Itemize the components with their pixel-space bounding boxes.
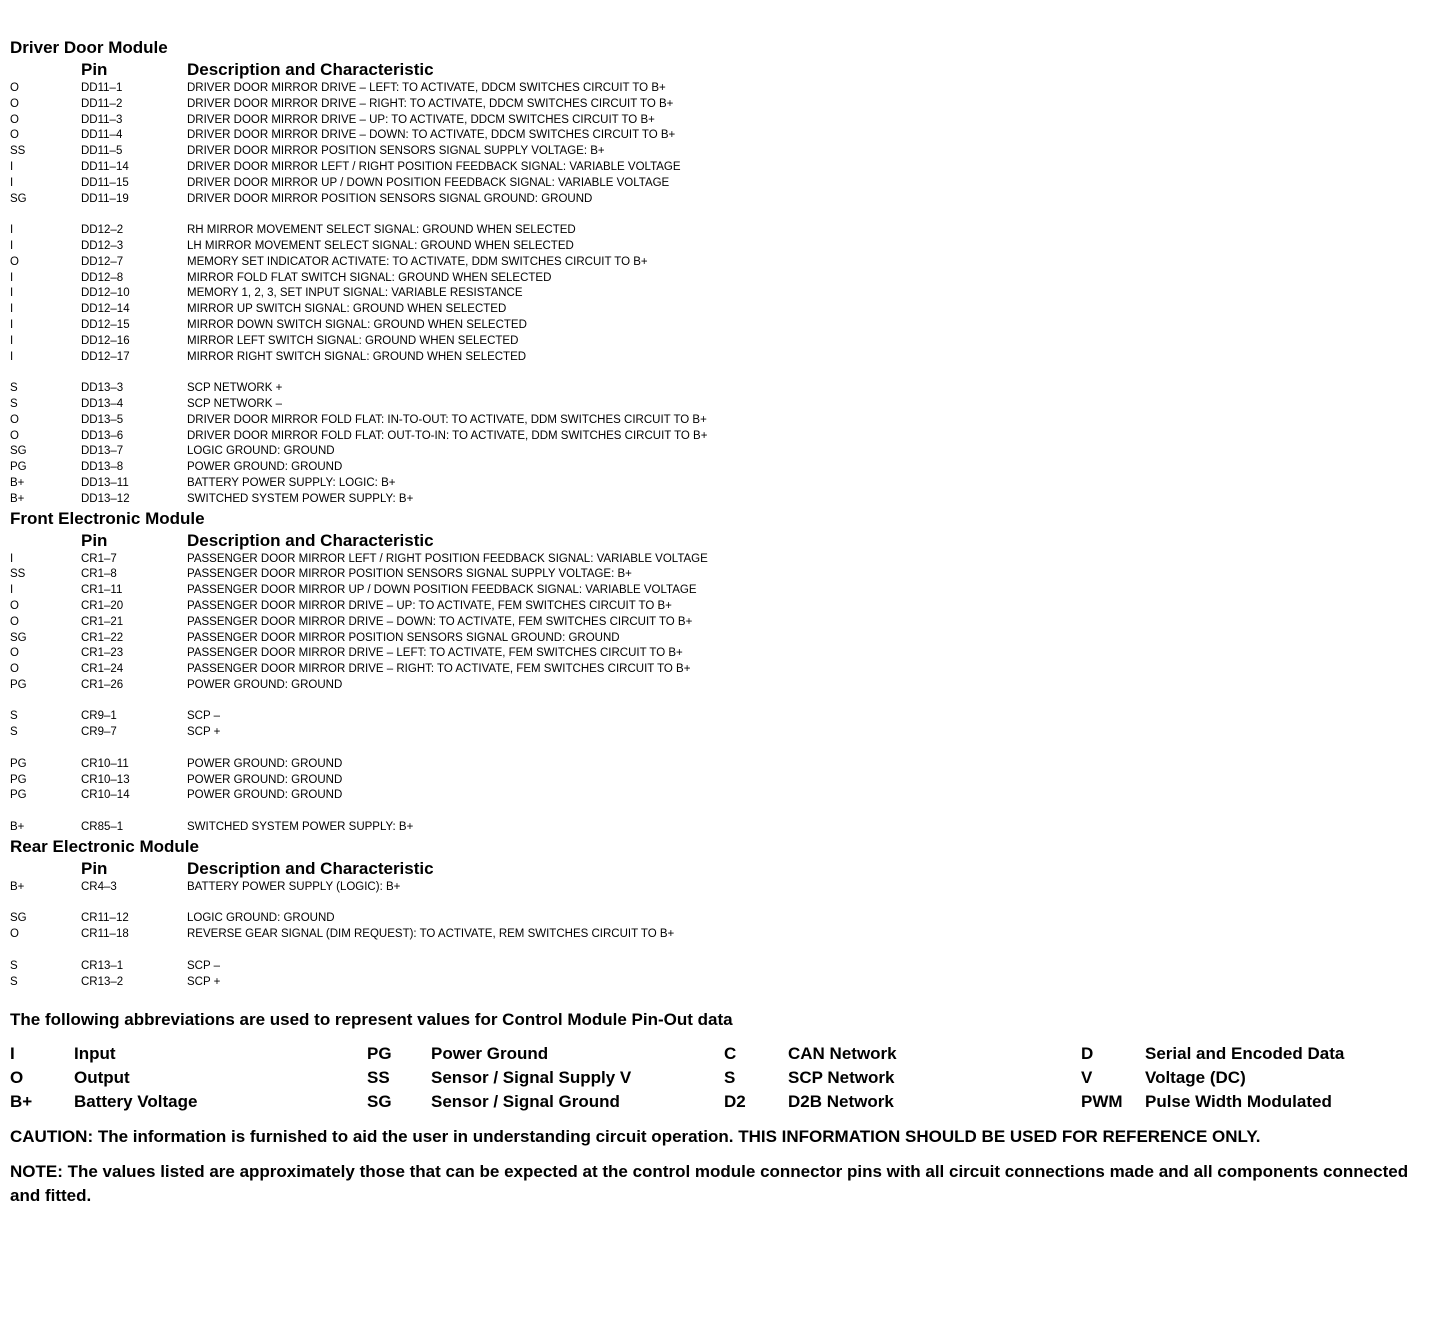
pin-description: SWITCHED SYSTEM POWER SUPPLY: B+ bbox=[187, 821, 414, 834]
pin-row bbox=[10, 144, 1446, 160]
pin-row bbox=[10, 429, 1446, 445]
pin-row bbox=[10, 773, 1446, 789]
pin-type: PG bbox=[10, 789, 27, 802]
pin-id: DD13–4 bbox=[81, 397, 124, 410]
pin-id: DD11–2 bbox=[81, 97, 123, 110]
pin-row bbox=[10, 318, 1446, 334]
pin-type: O bbox=[10, 615, 19, 628]
pin-row bbox=[10, 302, 1446, 318]
pin-column-header: Pin bbox=[81, 530, 108, 550]
pin-row bbox=[10, 662, 1446, 678]
pin-id: CR9–7 bbox=[81, 726, 117, 739]
pin-type: S bbox=[10, 397, 18, 410]
pin-description: DRIVER DOOR MIRROR FOLD FLAT: IN-TO-OUT: TO ACTIVATE, DDM SWITCHES CIRCUIT TO B+ bbox=[187, 413, 707, 426]
pin-id: DD12–7 bbox=[81, 255, 124, 268]
pin-id: DD12–15 bbox=[81, 318, 130, 331]
pin-description: LOGIC GROUND: GROUND bbox=[187, 912, 335, 925]
abbreviation-meaning: Sensor / Signal Supply V bbox=[431, 1068, 632, 1088]
pin-row bbox=[10, 460, 1446, 476]
note-text: NOTE: The values listed are approximately those that can be expected at the control module connector pins with all circuit connections made and all components connected and fitted. bbox=[10, 1162, 1409, 1206]
pin-id: DD13–8 bbox=[81, 461, 124, 474]
pin-description: POWER GROUND: GROUND bbox=[187, 789, 343, 802]
pin-row bbox=[10, 552, 1446, 568]
pin-type: I bbox=[10, 160, 14, 173]
abbreviation-meaning: Battery Voltage bbox=[74, 1092, 198, 1112]
pin-description: LH MIRROR MOVEMENT SELECT SIGNAL: GROUND WHEN SELECTED bbox=[187, 239, 574, 252]
pin-type: I bbox=[10, 239, 14, 252]
pin-description: DRIVER DOOR MIRROR DRIVE – RIGHT: TO ACTIVATE, DDCM SWITCHES CIRCUIT TO B+ bbox=[187, 97, 674, 110]
pin-row bbox=[10, 725, 1446, 741]
pin-id: CR1–21 bbox=[81, 615, 124, 628]
pin-type: S bbox=[10, 710, 18, 723]
pin-id: DD11–14 bbox=[81, 160, 129, 173]
pin-type: S bbox=[10, 726, 18, 739]
abbreviations-title: The following abbreviations are used to represent values for Control Module Pin-Out data bbox=[10, 1010, 733, 1030]
pin-description: PASSENGER DOOR MIRROR DRIVE – LEFT: TO ACTIVATE, FEM SWITCHES CIRCUIT TO B+ bbox=[187, 647, 683, 660]
pin-type: PG bbox=[10, 757, 27, 770]
pin-type: I bbox=[10, 287, 14, 300]
pin-type: I bbox=[10, 552, 14, 565]
group-spacer bbox=[10, 741, 1446, 757]
pin-type: O bbox=[10, 413, 19, 426]
pin-id: DD12–8 bbox=[81, 271, 124, 284]
pin-type: SS bbox=[10, 145, 26, 158]
pin-row bbox=[10, 959, 1446, 975]
pin-row bbox=[10, 476, 1446, 492]
pin-row bbox=[10, 975, 1446, 991]
pin-type: SG bbox=[10, 192, 27, 205]
pin-description: PASSENGER DOOR MIRROR DRIVE – UP: TO ACTIVATE, FEM SWITCHES CIRCUIT TO B+ bbox=[187, 599, 672, 612]
pin-row bbox=[10, 160, 1446, 176]
abbreviation-code: S bbox=[724, 1068, 736, 1088]
pin-id: DD12–10 bbox=[81, 287, 130, 300]
pin-row bbox=[10, 583, 1446, 599]
pin-type: PG bbox=[10, 461, 27, 474]
abbreviations-table bbox=[10, 1042, 1446, 1114]
pin-row bbox=[10, 567, 1446, 583]
pin-id: DD11–3 bbox=[81, 113, 123, 126]
pin-type: SG bbox=[10, 631, 27, 644]
pin-id: DD11–1 bbox=[81, 82, 123, 94]
pin-description: PASSENGER DOOR MIRROR LEFT / RIGHT POSITION FEEDBACK SIGNAL: VARIABLE VOLTAGE bbox=[187, 552, 708, 565]
abbreviation-code: C bbox=[724, 1044, 737, 1064]
pin-type: I bbox=[10, 318, 14, 331]
abbreviation-code: SS bbox=[367, 1068, 390, 1088]
abbreviation-code: SG bbox=[367, 1092, 392, 1112]
pin-description: RH MIRROR MOVEMENT SELECT SIGNAL: GROUND WHEN SELECTED bbox=[187, 224, 576, 237]
pin-row bbox=[10, 255, 1446, 271]
pin-description: POWER GROUND: GROUND bbox=[187, 773, 343, 786]
pin-type: SG bbox=[10, 445, 27, 458]
pin-row bbox=[10, 788, 1446, 804]
pin-type: S bbox=[10, 959, 18, 972]
abbreviation-code: PG bbox=[367, 1044, 392, 1064]
pin-description: MIRROR UP SWITCH SIGNAL: GROUND WHEN SELECTED bbox=[187, 303, 507, 316]
pin-description: MIRROR DOWN SWITCH SIGNAL: GROUND WHEN SELECTED bbox=[187, 318, 527, 331]
pin-row bbox=[10, 820, 1446, 836]
section-title: Front Electronic Module bbox=[10, 508, 205, 528]
pin-description: MIRROR LEFT SWITCH SIGNAL: GROUND WHEN SELECTED bbox=[187, 334, 519, 347]
pin-type: I bbox=[10, 350, 14, 363]
pin-description: LOGIC GROUND: GROUND bbox=[187, 445, 335, 458]
pin-type: B+ bbox=[10, 476, 25, 489]
pin-row bbox=[10, 223, 1446, 239]
abbreviation-code: B+ bbox=[10, 1092, 33, 1112]
pin-id: CR1–20 bbox=[81, 599, 124, 612]
pin-description: SCP + bbox=[187, 726, 221, 739]
pin-id: DD12–2 bbox=[81, 224, 124, 237]
abbreviation-meaning: Serial and Encoded Data bbox=[1145, 1044, 1345, 1064]
pin-description: SCP NETWORK – bbox=[187, 397, 282, 410]
pin-id: DD11–4 bbox=[81, 129, 123, 142]
pin-type: O bbox=[10, 129, 19, 142]
pin-type: O bbox=[10, 928, 19, 941]
pin-row bbox=[10, 911, 1446, 927]
pin-row bbox=[10, 413, 1446, 429]
pin-type: O bbox=[10, 82, 19, 94]
pin-description: PASSENGER DOOR MIRROR POSITION SENSORS SIGNAL SUPPLY VOLTAGE: B+ bbox=[187, 568, 632, 581]
abbreviation-meaning: Sensor / Signal Ground bbox=[431, 1092, 620, 1112]
pin-description: SWITCHED SYSTEM POWER SUPPLY: B+ bbox=[187, 492, 414, 505]
pinout-document bbox=[10, 37, 1446, 1208]
pin-id: DD13–5 bbox=[81, 413, 124, 426]
pin-id: CR13–1 bbox=[81, 959, 124, 972]
pin-description: DRIVER DOOR MIRROR POSITION SENSORS SIGNAL SUPPLY VOLTAGE: B+ bbox=[187, 145, 605, 158]
pin-type: O bbox=[10, 255, 19, 268]
abbreviation-meaning: D2B Network bbox=[788, 1092, 894, 1112]
pin-row bbox=[10, 880, 1446, 896]
pin-description: DRIVER DOOR MIRROR DRIVE – LEFT: TO ACTIVATE, DDCM SWITCHES CIRCUIT TO B+ bbox=[187, 82, 666, 94]
pin-id: CR1–22 bbox=[81, 631, 124, 644]
pin-row bbox=[10, 678, 1446, 694]
pin-description: SCP + bbox=[187, 975, 221, 988]
pin-id: DD12–16 bbox=[81, 334, 130, 347]
pin-description: DRIVER DOOR MIRROR FOLD FLAT: OUT-TO-IN: TO ACTIVATE, DDM SWITCHES CIRCUIT TO B+ bbox=[187, 429, 708, 442]
pin-id: DD13–7 bbox=[81, 445, 124, 458]
pin-column-header: Pin bbox=[81, 858, 108, 878]
description-column-header: Description and Characteristic bbox=[187, 858, 434, 878]
abbreviation-meaning: Output bbox=[74, 1068, 130, 1088]
abbreviation-code: V bbox=[1081, 1068, 1093, 1088]
pin-id: CR10–14 bbox=[81, 789, 130, 802]
pin-row bbox=[10, 631, 1446, 647]
pin-description: PASSENGER DOOR MIRROR DRIVE – DOWN: TO ACTIVATE, FEM SWITCHES CIRCUIT TO B+ bbox=[187, 615, 693, 628]
pin-id: CR9–1 bbox=[81, 710, 117, 723]
pin-description: MIRROR RIGHT SWITCH SIGNAL: GROUND WHEN SELECTED bbox=[187, 350, 527, 363]
pin-type: S bbox=[10, 975, 18, 988]
pin-type: SS bbox=[10, 568, 26, 581]
group-spacer bbox=[10, 804, 1446, 820]
pin-row bbox=[10, 271, 1446, 287]
abbreviation-code: D bbox=[1081, 1044, 1094, 1064]
pin-type: O bbox=[10, 599, 19, 612]
pin-id: DD13–12 bbox=[81, 492, 130, 505]
abbreviation-code: I bbox=[10, 1044, 15, 1064]
pin-type: SG bbox=[10, 912, 27, 925]
pin-description: MEMORY 1, 2, 3, SET INPUT SIGNAL: VARIABLE RESISTANCE bbox=[187, 287, 523, 300]
abbreviation-code: PWM bbox=[1081, 1092, 1123, 1112]
pin-id: CR11–12 bbox=[81, 912, 129, 925]
pin-type: I bbox=[10, 584, 14, 597]
section-title: Rear Electronic Module bbox=[10, 836, 199, 856]
pin-row bbox=[10, 757, 1446, 773]
pin-description: REVERSE GEAR SIGNAL (DIM REQUEST): TO ACTIVATE, REM SWITCHES CIRCUIT TO B+ bbox=[187, 928, 675, 941]
group-spacer bbox=[10, 943, 1446, 959]
pin-id: DD11–15 bbox=[81, 176, 129, 189]
pin-row bbox=[10, 397, 1446, 413]
pin-id: DD12–3 bbox=[81, 239, 124, 252]
pin-id: CR1–23 bbox=[81, 647, 124, 660]
pin-description: MIRROR FOLD FLAT SWITCH SIGNAL: GROUND WHEN SELECTED bbox=[187, 271, 552, 284]
pin-description: POWER GROUND: GROUND bbox=[187, 678, 343, 691]
pin-row bbox=[10, 192, 1446, 208]
pin-description: SCP NETWORK + bbox=[187, 382, 283, 395]
pin-type: I bbox=[10, 224, 14, 237]
column-header-row bbox=[10, 59, 1446, 81]
pin-id: CR13–2 bbox=[81, 975, 124, 988]
pin-description: DRIVER DOOR MIRROR POSITION SENSORS SIGNAL GROUND: GROUND bbox=[187, 192, 593, 205]
caution-text: CAUTION: The information is furnished to aid the user in understanding circuit operation. THIS INFORMATION SHOULD BE USED FOR REFERENCE ONLY. bbox=[10, 1127, 1261, 1147]
pin-row bbox=[10, 128, 1446, 144]
pin-row bbox=[10, 239, 1446, 255]
pin-id: DD12–17 bbox=[81, 350, 130, 363]
pin-description: DRIVER DOOR MIRROR DRIVE – DOWN: TO ACTIVATE, DDCM SWITCHES CIRCUIT TO B+ bbox=[187, 129, 676, 142]
pin-description: PASSENGER DOOR MIRROR POSITION SENSORS SIGNAL GROUND: GROUND bbox=[187, 631, 620, 644]
pin-row bbox=[10, 615, 1446, 631]
pin-description: POWER GROUND: GROUND bbox=[187, 461, 343, 474]
pin-type: I bbox=[10, 176, 14, 189]
abbreviation-code: O bbox=[10, 1068, 24, 1088]
pin-id: DD13–6 bbox=[81, 429, 124, 442]
pin-id: DD13–11 bbox=[81, 476, 129, 489]
abbreviation-meaning: Power Ground bbox=[431, 1044, 549, 1064]
pin-description: POWER GROUND: GROUND bbox=[187, 757, 343, 770]
pin-type: PG bbox=[10, 773, 27, 786]
pin-row bbox=[10, 646, 1446, 662]
pin-id: CR1–24 bbox=[81, 663, 124, 676]
column-header-row bbox=[10, 530, 1446, 552]
pin-type: I bbox=[10, 334, 14, 347]
section-title: Driver Door Module bbox=[10, 38, 168, 57]
pin-row bbox=[10, 599, 1446, 615]
pin-column-header: Pin bbox=[81, 60, 108, 79]
pin-id: CR10–13 bbox=[81, 773, 130, 786]
pin-description: BATTERY POWER SUPPLY (LOGIC): B+ bbox=[187, 880, 401, 893]
group-spacer bbox=[10, 896, 1446, 912]
abbreviation-meaning: CAN Network bbox=[788, 1044, 897, 1064]
pin-row bbox=[10, 381, 1446, 397]
abbreviation-code: D2 bbox=[724, 1092, 746, 1112]
pin-id: CR1–26 bbox=[81, 678, 124, 691]
pin-type: I bbox=[10, 303, 14, 316]
pin-row bbox=[10, 334, 1446, 350]
pin-type: O bbox=[10, 647, 19, 660]
group-spacer bbox=[10, 207, 1446, 223]
pin-type: O bbox=[10, 663, 19, 676]
pin-description: MEMORY SET INDICATOR ACTIVATE: TO ACTIVATE, DDM SWITCHES CIRCUIT TO B+ bbox=[187, 255, 648, 268]
abbreviation-meaning: Pulse Width Modulated bbox=[1145, 1092, 1332, 1112]
group-spacer bbox=[10, 365, 1446, 381]
group-spacer bbox=[10, 694, 1446, 710]
pin-id: CR11–18 bbox=[81, 928, 129, 941]
pin-type: B+ bbox=[10, 821, 25, 834]
pin-type: O bbox=[10, 97, 19, 110]
pin-description: DRIVER DOOR MIRROR LEFT / RIGHT POSITION FEEDBACK SIGNAL: VARIABLE VOLTAGE bbox=[187, 160, 681, 173]
pin-description: SCP – bbox=[187, 959, 221, 972]
pin-type: O bbox=[10, 429, 19, 442]
pin-id: DD13–3 bbox=[81, 382, 124, 395]
pin-row bbox=[10, 176, 1446, 192]
pin-id: CR4–3 bbox=[81, 880, 117, 893]
pin-row bbox=[10, 927, 1446, 943]
pin-id: CR1–11 bbox=[81, 584, 123, 597]
pin-row bbox=[10, 286, 1446, 302]
pin-row bbox=[10, 444, 1446, 460]
description-column-header: Description and Characteristic bbox=[187, 60, 434, 79]
pin-id: DD11–19 bbox=[81, 192, 129, 205]
pin-type: O bbox=[10, 113, 19, 126]
pin-id: CR85–1 bbox=[81, 821, 124, 834]
pin-description: DRIVER DOOR MIRROR UP / DOWN POSITION FEEDBACK SIGNAL: VARIABLE VOLTAGE bbox=[187, 176, 670, 189]
pin-row bbox=[10, 350, 1446, 366]
pin-type: I bbox=[10, 271, 14, 284]
column-header-row bbox=[10, 858, 1446, 880]
abbreviation-meaning: SCP Network bbox=[788, 1068, 895, 1088]
pin-type: B+ bbox=[10, 880, 25, 893]
pin-type: B+ bbox=[10, 492, 25, 505]
pin-description: PASSENGER DOOR MIRROR UP / DOWN POSITION FEEDBACK SIGNAL: VARIABLE VOLTAGE bbox=[187, 584, 697, 597]
pin-description: SCP – bbox=[187, 710, 221, 723]
pin-type: PG bbox=[10, 678, 27, 691]
abbreviation-meaning: Voltage (DC) bbox=[1145, 1068, 1246, 1088]
pin-id: DD12–14 bbox=[81, 303, 130, 316]
pin-id: CR1–8 bbox=[81, 568, 117, 581]
abbreviation-meaning: Input bbox=[74, 1044, 116, 1064]
pin-id: CR10–11 bbox=[81, 757, 129, 770]
pin-id: DD11–5 bbox=[81, 145, 123, 158]
pin-description: DRIVER DOOR MIRROR DRIVE – UP: TO ACTIVATE, DDCM SWITCHES CIRCUIT TO B+ bbox=[187, 113, 655, 126]
module-sections bbox=[10, 37, 1446, 990]
pin-description: PASSENGER DOOR MIRROR DRIVE – RIGHT: TO ACTIVATE, FEM SWITCHES CIRCUIT TO B+ bbox=[187, 663, 691, 676]
pin-row bbox=[10, 492, 1446, 508]
pin-row bbox=[10, 709, 1446, 725]
pin-id: CR1–7 bbox=[81, 552, 117, 565]
pin-row bbox=[10, 97, 1446, 113]
pin-row bbox=[10, 81, 1446, 97]
description-column-header: Description and Characteristic bbox=[187, 530, 434, 550]
pin-row bbox=[10, 113, 1446, 129]
pin-type: S bbox=[10, 382, 18, 395]
pin-description: BATTERY POWER SUPPLY: LOGIC: B+ bbox=[187, 476, 396, 489]
